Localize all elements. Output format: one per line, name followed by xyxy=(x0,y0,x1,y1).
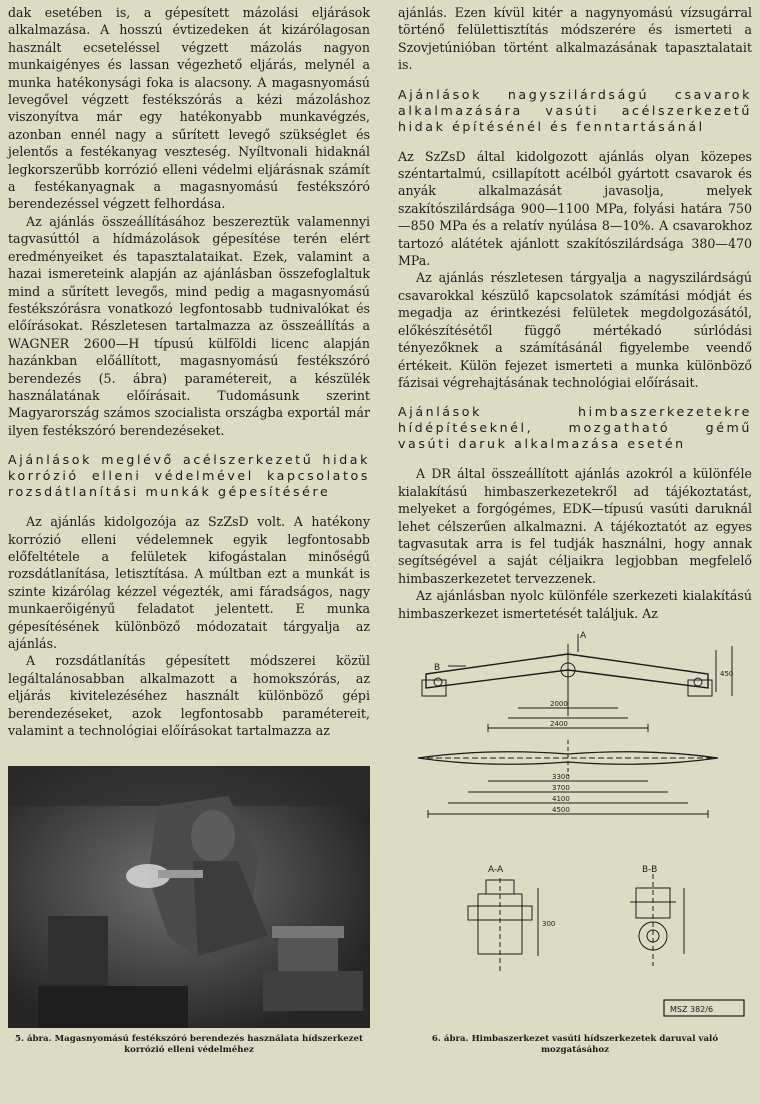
dim-2400: 2400 xyxy=(550,720,568,728)
section-heading-rust-removal: Ajánlások meglévő acélszerkezetű hidak korrózió elleni védelmével kapcsolatos rozsdátlanítási munkák gépesítésére xyxy=(8,452,370,500)
left-column xyxy=(8,4,370,739)
right-column xyxy=(398,4,752,622)
left-paragraph-2: Az ajánlás összeállításához beszereztük valamennyi tagvasúttól a hídmázolások gépesítése terén elért eredményeiket és tapasztalataikat. Ezek, valamint a hazai ismereteink alapján az ajánlásban összefoglaltuk mind a sűrített levegős, mind pedig a magasnyomású festékszórásra vonatkozó legfontosabb tudnivalókat és előírásokat. Részletesen tartalmazza az összeállítás a WAGNER 2600—H típusú külföldi licenc alapján hazánkban előállított, magasnyomású festékszóró berendezés (5. ábra) paramétereit, a készülék használatának előírásait. Tudomásunk szerint Magyarország számos szocialista országba exportál már ilyen festékszóró berendezéseket. xyxy=(8,213,370,438)
section-bb-label: B-B xyxy=(642,865,658,875)
lifting-beam-drawing-icon xyxy=(398,626,752,1024)
right-paragraph-4: A DR által összeállított ajánlás azokról a különféle kialakítású himbaszerkezetekről ad tájékoztatást, melyeket a forgógémes, EDK—típusú vasúti daruknál lehet célszerűen alkalmazni. A tájékoztatót az egyes tagvasutak arra is fel tudják használni, hogy annak segítségével a saját céljaikra legjobban megfelelő himbaszerkezetet tervezzenek. xyxy=(398,466,752,586)
figure-6-caption xyxy=(398,1034,752,1056)
section-heading-bolts: Ajánlások nagyszilárdságú csavarok alkalmazására vasúti acélszerkezetű hidak építésénél és fenntartásánál xyxy=(398,86,752,134)
drawing-number: MSZ 382/6 xyxy=(670,1005,714,1014)
figure-5-caption xyxy=(8,1034,370,1056)
figure-5-caption-label: 5. ábra. xyxy=(14,1034,52,1044)
dim-450: 450 xyxy=(720,670,734,678)
dim-2000: 2000 xyxy=(550,700,568,708)
left-paragraph-1: dak esetében is, a gépesített mázolási eljárások alkalmazása. A hosszú évtizedeken át kizárólagosan használt ecseteléssel végzett mázolás nagyon munkaigényes és lassan végezhető eljárás, melynél a munka hatékonysági foka is alacsony. A magasnyomású levegővel végzett festékszórás a kézi mázoláshoz viszonyítva már egy hatékonyabb munkavégzés, azonban ennél nagy a sűrített levegő szükséglet és jelentős a festékanyag veszteség. Nyíltvonali hidaknál legkorszerűbb korrózió elleni védelmi eljárásnak számít a festékanyagnak a magasnyomású festékszóró berendezéssel végzett felhordása. xyxy=(8,5,370,212)
left-paragraph-4: A rozsdátlanítás gépesített módszerei közül legáltalánosabban alkalmazott a homokszórás, az eljárás kivitelezéséhez használt különböző gépi berendezéseket, azok legfontosabb paramétereit, valamint a technológiai előírásokat tartalmazza az xyxy=(8,653,370,739)
right-paragraph-2: Az SzZsD által kidolgozott ajánlás olyan közepes széntartalmú, csillapított acélból gyártott csavarok és anyák alkalmazását javasolja, melyek szakítószilárdsága 900—1100 MPa, folyási határa 750—850 MPa és a relatív nyúlása 8—10%. A csavarokhoz tartozó alátétek ajánlott szakítószilárdsága 380—470 MPa. xyxy=(398,148,752,269)
figure-6-caption-label: 6. ábra. xyxy=(431,1034,469,1044)
dim-4500: 4500 xyxy=(552,806,570,814)
section-b-label: B xyxy=(434,663,441,673)
dim-3300: 3300 xyxy=(552,773,570,781)
right-paragraph-5: Az ajánlásban nyolc különféle szerkezeti kialakítású himbaszerkezet ismertetését találjuk. Az xyxy=(398,588,752,621)
section-heading-lifting-beams: Ajánlások himbaszerkezetekre hídépítéseknél, mozgatható gémű vasúti daruk alkalmazása esetén xyxy=(398,404,752,452)
dim-4100: 4100 xyxy=(552,795,570,803)
dim-300: 300 xyxy=(542,920,556,928)
figure-6-drawing xyxy=(398,626,752,1024)
figure-5-caption-text: Magasnyomású festékszóró berendezés használata hídszerkezet korrózió elleni védelméhez xyxy=(54,1034,363,1055)
figure-6-caption-text: Himbaszerkezet vasúti hídszerkezetek daruval való mozgatásához xyxy=(471,1034,719,1055)
section-aa-label: A-A xyxy=(488,865,504,875)
section-a-label: A xyxy=(580,631,587,641)
left-paragraph-3: Az ajánlás kidolgozója az SzZsD volt. A hatékony korrózió elleni védelemnek egyik legfontosabb előfeltétele a felületek kifogástalan minőségű rozsdátlanítása, letisztítása. A múltban ezt a munkát is szinte kizárólag kézzel végezték, ami fáradságos, nagy munkaerőigényű feladatot jelentett. E munka gépesítésének különböző módozatait tárgyalja az ajánlás. xyxy=(8,514,370,651)
figure-5-photo xyxy=(8,766,370,1028)
dim-3700: 3700 xyxy=(552,784,570,792)
right-paragraph-1: ajánlás. Ezen kívül kitér a nagynyomású vízsugárral történő felülettisztítás módszerére és ismerteti a Szovjetúnióban történt alkalmazásának tapasztalatait is. xyxy=(398,5,752,73)
right-paragraph-3: Az ajánlás részletesen tárgyalja a nagyszilárdságú csavarokkal készülő kapcsolatok számítási módját és megadja az érintkezési felületek megdolgozásától, előkészítésétől függő mértékadó súrlódási tényezőknek a számításánál figyelembe veendő értékeit. Külön fejezet ismerteti a munka különböző fázisai végrehajtásának technológiai előírásait. xyxy=(398,270,752,390)
spray-painter-photo-icon xyxy=(8,766,370,1028)
